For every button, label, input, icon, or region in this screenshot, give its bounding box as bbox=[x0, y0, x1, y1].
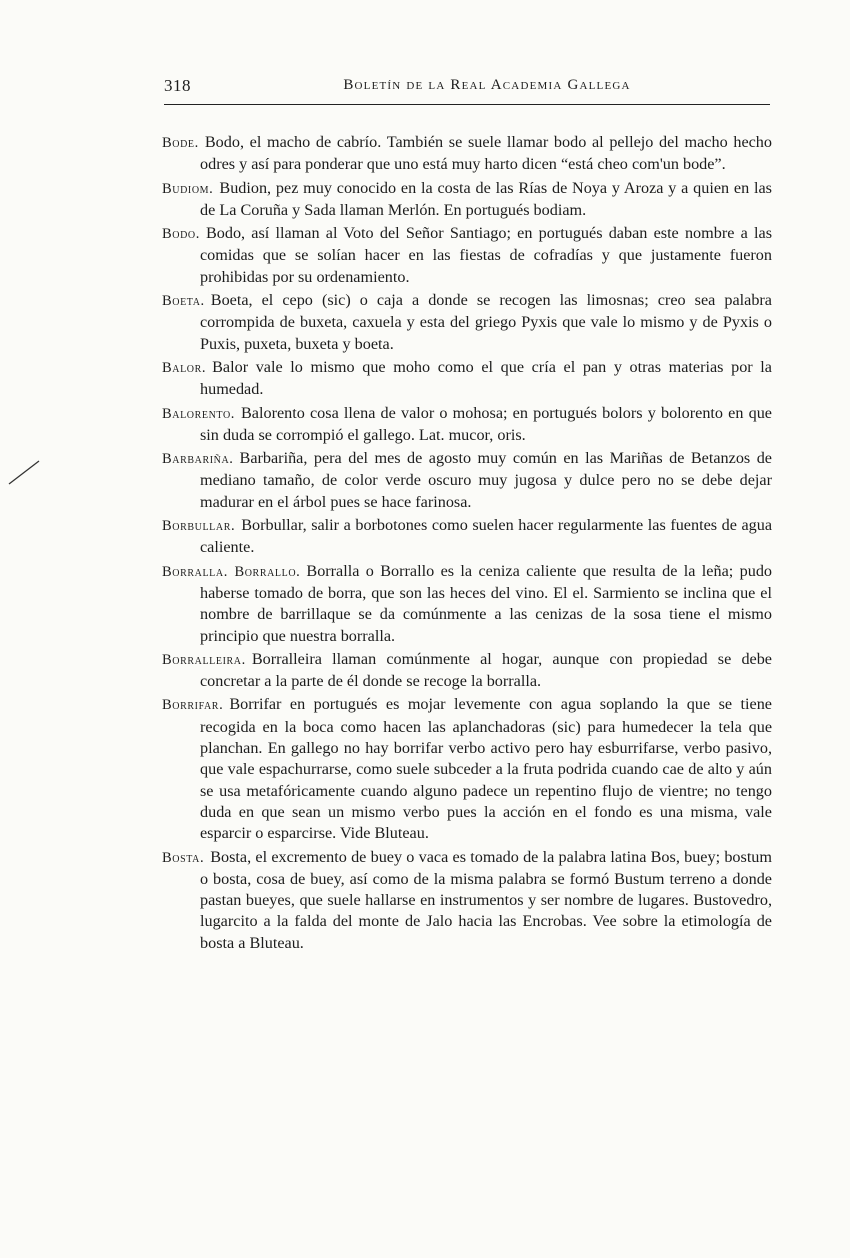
entry-definition: Borrifar en portugués es mojar levemente con agua soplando la que se tiene recogida en la boca como hacen las aplanchadoras (sic) para humedecer la tela que planchan. En gallego no hay borrifar verbo activo pero hay esburrifarse, verbo pasivo, que vale espachurrarse, como suele subceder a la fruta podrida cuando cae de alto y aún se usa metafóricamente cuando alguno padece un repentino flujo de vientre; no tengo duda en que sean un mismo verbo pues la acción en el fondo es una misma, vale esparcir o esparcirse. Vide Bluteau. bbox=[200, 695, 772, 843]
margin-pencil-mark-icon bbox=[8, 458, 40, 486]
entry-definition: Bodo, así llaman al Voto del Señor Santiago; en portugués daban este nombre a las comidas que se solían hacer en las fiestas de cofradías y que justamente fueron prohibidas por su ordenamiento. bbox=[200, 224, 772, 286]
entry-headword: Borralleira. bbox=[162, 651, 246, 668]
entry-definition: Boeta, el cepo (sic) o caja a donde se recogen las limosnas; creo sea palabra corrompida de buxeta, caxuela y esta del griego Pyxis que vale lo mismo y de Pyxis o Puxis, puxeta, buxeta y boeta. bbox=[200, 291, 772, 353]
dictionary-entry bbox=[162, 178, 772, 222]
entry-definition: Bosta, el excremento de buey o vaca es tomado de la palabra latina Bos, buey; bostum o bosta, cosa de buey, así como de la misma palabra se formó Bustum terreno a donde pastan bueyes, que suele hallarse en instrumentos y ser nombre de lugares. Bustovedro, lugarcito a la falda del monte de Jalo hacia las Encrobas. Vee sobre la etimología de bosta a Bluteau. bbox=[200, 847, 772, 952]
dictionary-entry bbox=[162, 403, 772, 447]
entry-definition: Budion, pez muy conocido en la costa de las Rías de Noya y Aroza y a quien en las de La Coruña y Sada llaman Merlón. En portugués bodiam. bbox=[200, 178, 772, 219]
entry-definition: Borralleira llaman comúnmente al hogar, aunque con propiedad se debe concretar a la parte de él donde se recoge la borralla. bbox=[200, 649, 772, 691]
entry-headword: Balor. bbox=[162, 359, 207, 376]
entry-headword: Borralla. Borrallo. bbox=[162, 563, 301, 580]
dictionary-entry bbox=[162, 448, 772, 513]
dictionary-entry bbox=[162, 357, 772, 401]
entry-headword: Bodo. bbox=[162, 226, 200, 243]
entry-headword: Boeta. bbox=[162, 293, 205, 310]
entry-definition: Bodo, el macho de cabrío. También se suele llamar bodo al pellejo del macho hecho odres y así para ponderar que uno está muy harto dicen “está cheo com'un bode”. bbox=[200, 133, 772, 174]
dictionary-entries bbox=[162, 132, 772, 956]
dictionary-entry bbox=[162, 223, 772, 288]
running-title: Boletín de la Real Academia Gallega bbox=[343, 77, 631, 93]
entry-headword: Bode. bbox=[162, 135, 199, 151]
entry-headword: Barbariña. bbox=[162, 451, 234, 468]
entry-headword: Bosta. bbox=[162, 849, 205, 866]
dictionary-entry bbox=[162, 561, 772, 647]
dictionary-entry bbox=[162, 290, 772, 355]
dictionary-entry bbox=[162, 649, 772, 693]
dictionary-entry bbox=[162, 694, 772, 844]
entry-definition: Borralla o Borrallo es la ceniza caliente que resulta de la leña; pudo haberse tomado de borra, que son las heces del vino. El el. Sarmiento se inclina que el nombre de barrillaque se da comúnmente a las cenizas de la sosa tiene el mismo principio que nuestra borralla. bbox=[200, 561, 773, 645]
page-header bbox=[164, 76, 770, 98]
dictionary-entry bbox=[162, 847, 772, 954]
entry-headword: Borrifar. bbox=[162, 697, 224, 714]
entry-definition: Balor vale lo mismo que moho como el que cría el pan y otras materias por la humedad. bbox=[200, 357, 772, 399]
entry-headword: Budiom. bbox=[162, 180, 214, 197]
dictionary-entry bbox=[162, 515, 772, 559]
page-number: 318 bbox=[164, 76, 191, 95]
entry-headword: Balorento. bbox=[162, 405, 235, 422]
entry-definition: Balorento cosa llena de valor o mohosa; en portugués bolors y bolorento en que sin duda se corrompió el gallego. Lat. mucor, oris. bbox=[200, 403, 772, 444]
entry-definition: Borbullar, salir a borbotones como suelen hacer regularmente las fuentes de agua caliente. bbox=[200, 516, 772, 557]
entry-definition: Barbariña, pera del mes de agosto muy común en las Mariñas de Betanzos de mediano tamaño, de color verde oscuro muy jugosa y dulce pero no se debe dejar madurar en el árbol pues se hace farinosa. bbox=[200, 449, 772, 511]
entry-headword: Borbullar. bbox=[162, 518, 236, 535]
header-rule bbox=[164, 104, 770, 105]
dictionary-entry bbox=[162, 132, 772, 176]
